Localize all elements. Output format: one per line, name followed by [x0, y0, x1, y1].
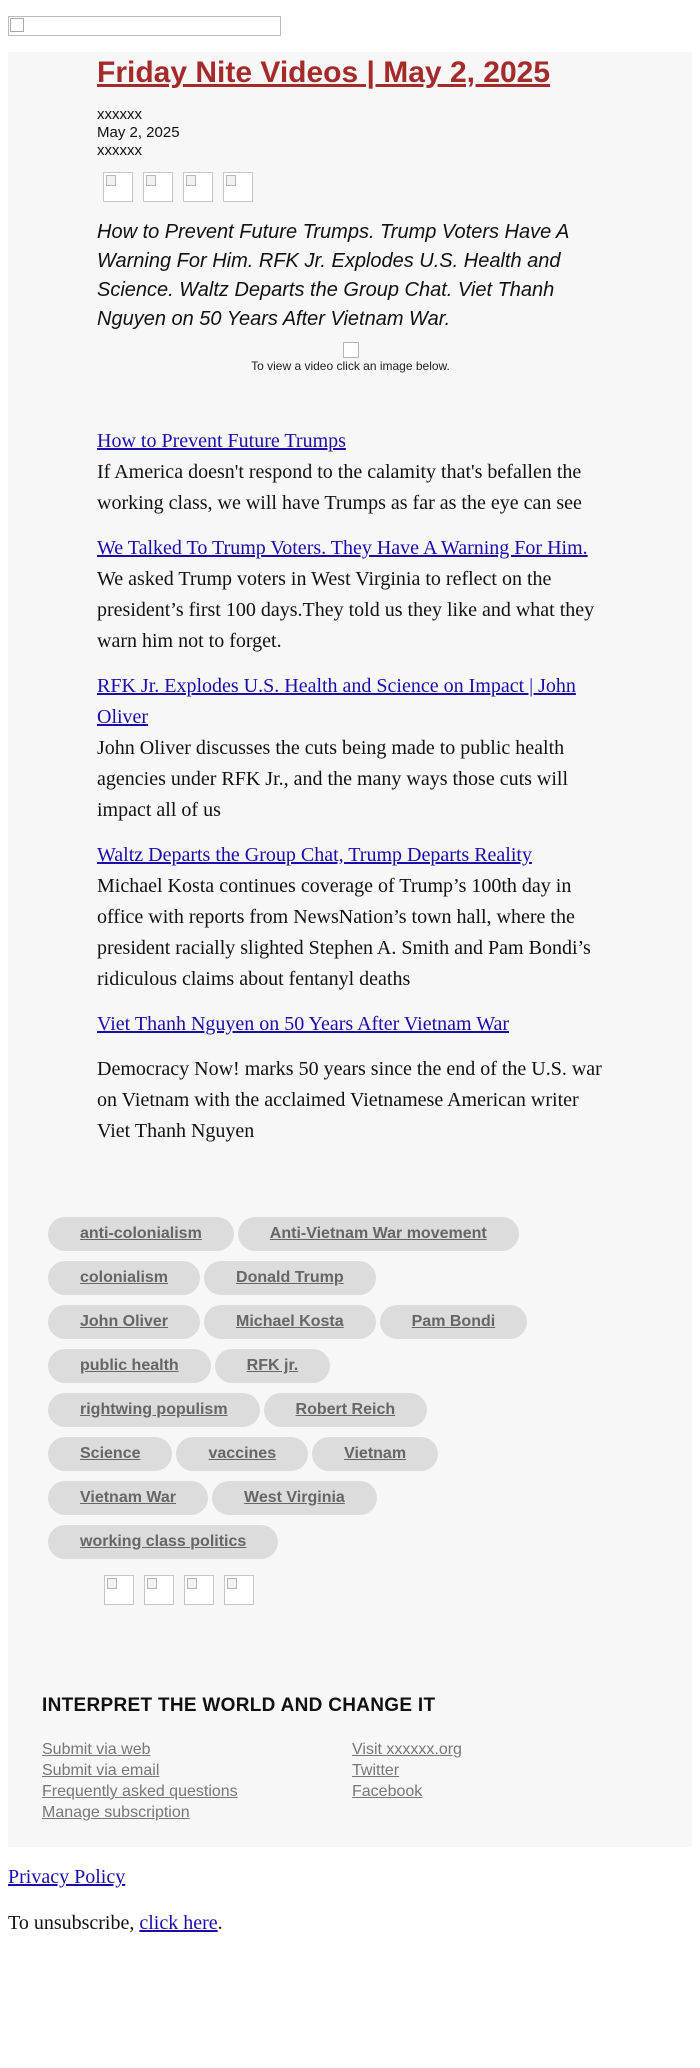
share-icons-top [103, 172, 604, 202]
email-body [8, 52, 692, 1847]
faq-link[interactable]: Frequently asked questions [42, 1783, 238, 1800]
tag-list [48, 1217, 528, 1559]
print-icon[interactable] [223, 172, 253, 202]
submit-email-link[interactable]: Submit via email [42, 1762, 160, 1779]
tag-link[interactable]: rightwing populism [48, 1393, 260, 1427]
page-title [97, 54, 604, 92]
twitter-link[interactable]: Twitter [352, 1762, 400, 1779]
tag-link[interactable]: Anti-Vietnam War movement [238, 1217, 519, 1251]
tag-link[interactable]: vaccines [176, 1437, 308, 1471]
tag-link[interactable]: West Virginia [212, 1481, 377, 1515]
logo-image [8, 16, 281, 36]
footer-right-column [352, 1739, 662, 1823]
unsubscribe-suffix: . [217, 1912, 223, 1934]
story-title-link[interactable]: Waltz Departs the Group Chat, Trump Departs Reality [97, 844, 532, 866]
tag-link[interactable]: Donald Trump [204, 1261, 376, 1295]
tag-link[interactable]: Science [48, 1437, 172, 1471]
unsubscribe-prefix: To unsubscribe, [8, 1912, 140, 1934]
story-title-link[interactable]: RFK Jr. Explodes U.S. Health and Science on Impact | John Oliver [97, 675, 576, 728]
tag-link[interactable]: RFK jr. [215, 1349, 331, 1383]
share-icons-bottom [104, 1575, 692, 1605]
privacy-policy-link[interactable]: Privacy Policy [8, 1866, 126, 1888]
tag-link[interactable]: Michael Kosta [204, 1305, 376, 1339]
bottom-links [0, 1847, 700, 1935]
story-list [97, 426, 604, 1147]
source: xxxxxx [97, 142, 142, 159]
tag-link[interactable]: colonialism [48, 1261, 200, 1295]
story-item [97, 533, 604, 657]
story-description: Democracy Now! marks 50 years since the end of the U.S. war on Vietnam with the acclaimed Vietnamese American writer Viet Thanh Nguyen [97, 1058, 602, 1142]
unsubscribe-link[interactable]: click here [139, 1912, 218, 1934]
broken-image-icon [10, 18, 24, 32]
tag-link[interactable]: Robert Reich [264, 1393, 428, 1427]
story-description: Michael Kosta continues coverage of Trump’s 100th day in office with reports from NewsNation’s town hall, where the president racially slighted Stephen A. Smith and Pam Bondi’s ridiculous claims about fentanyl deaths [97, 875, 591, 990]
footer-links [42, 1739, 692, 1823]
story-item [97, 1009, 604, 1147]
visit-site-link[interactable]: Visit xxxxxx.org [352, 1741, 462, 1758]
manage-subscription-link[interactable]: Manage subscription [42, 1804, 190, 1821]
tag-link[interactable]: John Oliver [48, 1305, 200, 1339]
video-image-icon [343, 342, 359, 358]
video-note-text: To view a video click an image below. [251, 359, 450, 373]
unsubscribe-line [8, 1911, 700, 1935]
publish-date: May 2, 2025 [97, 124, 180, 141]
title-link[interactable]: Friday Nite Videos | May 2, 2025 [97, 56, 551, 89]
footer [8, 1605, 692, 1823]
story-item [97, 840, 604, 995]
tag-link[interactable]: anti-colonialism [48, 1217, 234, 1251]
tag-link[interactable]: working class politics [48, 1525, 278, 1559]
tag-link[interactable]: Pam Bondi [380, 1305, 528, 1339]
story-description: John Oliver discusses the cuts being made to public health agencies under RFK Jr., and the many ways those cuts will impact all of us [97, 737, 569, 821]
story-title-link[interactable]: How to Prevent Future Trumps [97, 430, 346, 452]
facebook-link[interactable]: Facebook [352, 1783, 423, 1800]
facebook-icon[interactable] [104, 1575, 134, 1605]
tag-link[interactable]: public health [48, 1349, 211, 1383]
email-icon[interactable] [183, 172, 213, 202]
story-item [97, 671, 604, 826]
video-note [97, 342, 604, 374]
tag-link[interactable]: Vietnam [312, 1437, 438, 1471]
author: xxxxxx [97, 106, 142, 123]
summary: How to Prevent Future Trumps. Trump Voters Have A Warning For Him. RFK Jr. Explodes U.S. Health and Science. Waltz Departs the Group Chat. Viet Thanh Nguyen on 50 Years After Vietnam War. [97, 221, 569, 330]
story-item [97, 426, 604, 519]
print-icon[interactable] [224, 1575, 254, 1605]
story-title-link[interactable]: We Talked To Trump Voters. They Have A Warning For Him. [97, 537, 588, 559]
story-title-link[interactable]: Viet Thanh Nguyen on 50 Years After Vietnam War [97, 1013, 510, 1035]
twitter-icon[interactable] [144, 1575, 174, 1605]
tag-link[interactable]: Vietnam War [48, 1481, 208, 1515]
twitter-icon[interactable] [143, 172, 173, 202]
submit-web-link[interactable]: Submit via web [42, 1741, 151, 1758]
footer-left-column [42, 1739, 352, 1823]
email-icon[interactable] [184, 1575, 214, 1605]
story-description: We asked Trump voters in West Virginia to reflect on the president’s first 100 days.They told us they like and what they warn him not to forget. [97, 568, 595, 652]
story-description: If America doesn't respond to the calamity that's befallen the working class, we will have Trumps as far as the eye can see [97, 461, 582, 514]
facebook-icon[interactable] [103, 172, 133, 202]
footer-title: INTERPRET THE WORLD AND CHANGE IT [42, 1695, 436, 1716]
article-meta [97, 106, 604, 160]
